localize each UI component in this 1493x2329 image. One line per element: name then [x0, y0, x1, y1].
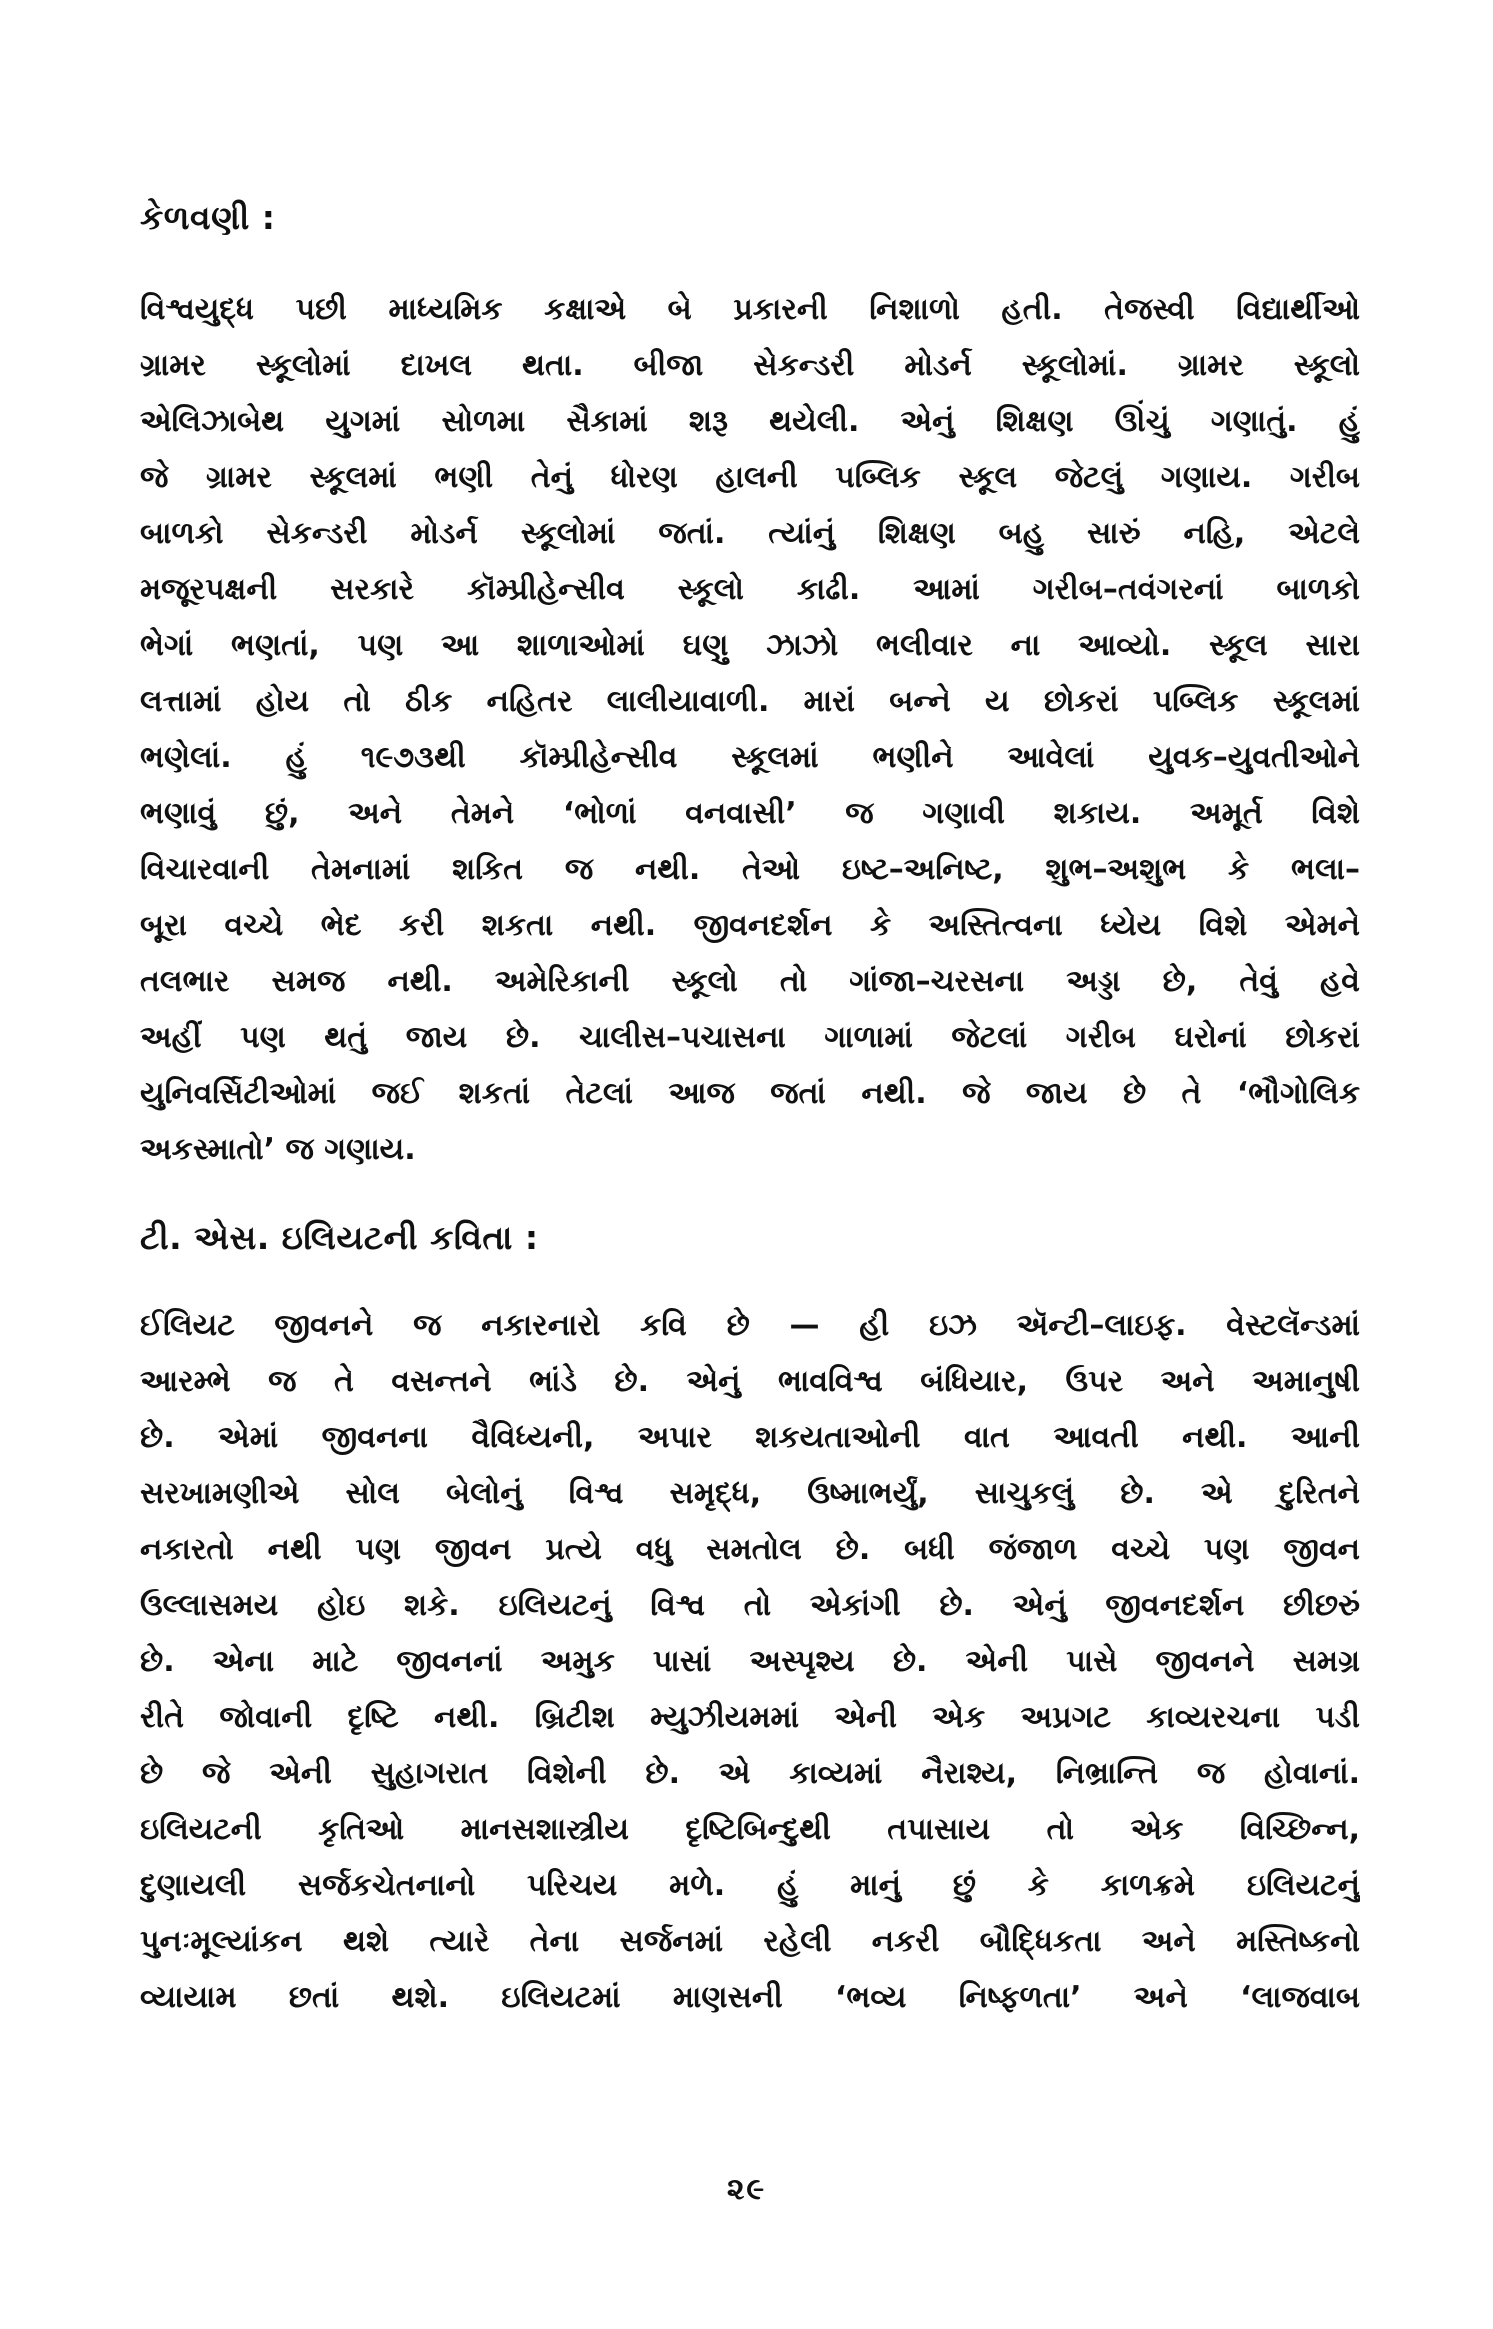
- text-line: ભણેલાં. હું ૧૯૭૩થી કૉમ્પ્રીહેન્સીવ સ્કૂલમાં ભણીને આવેલાં યુવક–યુવતીઓને: [140, 740, 1360, 775]
- paragraph-eliot-poetry: [140, 1298, 1360, 2026]
- text-line: ઇલિયટની કૃતિઓ માનસશાસ્ત્રીય દૃષ્ટિબિન્દુથી તપાસાય તો એક વિચ્છિન્ન,: [140, 1812, 1360, 1847]
- text-line: અકસ્માતો’ જ ગણાય.: [140, 1132, 416, 1167]
- paragraph-education: [140, 282, 1360, 1178]
- text-line: વિચારવાની તેમનામાં શકિત જ નથી. તેઓ ઇષ્ટ–અનિષ્ટ, શુભ–અશુભ કે ભલા–: [140, 852, 1360, 887]
- text-line: છે જે એની સુહાગરાત વિશેની છે. એ કાવ્યમાં નૈરાશ્ય, નિભ્રાન્તિ જ હોવાનાં.: [140, 1756, 1360, 1791]
- text-line: બાળકો સેકન્ડરી મોડર્ન સ્કૂલોમાં જતાં. ત્યાંનું શિક્ષણ બહુ સારું નહિ, એટલે: [140, 516, 1360, 551]
- section-heading-eliot-poetry: ટી. એસ. ઇલિયટની કવિતા :: [140, 1218, 539, 1257]
- text-line: દુણાયલી સર્જકચેતનાનો પરિચય મળે. હું માનું છું કે કાળક્રમે ઇલિયટનું: [140, 1868, 1360, 1903]
- text-line: ભણાવું છું, અને તેમને ‘ભોળાં વનવાસી’ જ ગણાવી શકાય. અમૂર્ત વિશે: [140, 796, 1360, 831]
- text-line: અહીં પણ થતું જાય છે. ચાલીસ–પચાસના ગાળામાં જેટલાં ગરીબ ઘરોનાં છોકરાં: [140, 1020, 1360, 1055]
- text-line: આરમ્ભે જ તે વસન્તને ભાંડે છે. એનું ભાવવિશ્વ બંધિયાર, ઉપર અને અમાનુષી: [140, 1364, 1360, 1399]
- text-line: ભેગાં ભણતાં, પણ આ શાળાઓમાં ઘણુ ઝાઝો ભલીવાર ના આવ્યો. સ્કૂલ સારા: [140, 628, 1360, 663]
- text-line: યુનિવર્સિટીઓમાં જઈ શકતાં તેટલાં આજ જતાં નથી. જે જાય છે તે ‘ભૌગોલિક: [140, 1076, 1360, 1111]
- text-line: લત્તામાં હોય તો ઠીક નહિતર લાલીયાવાળી. મારાં બન્ને ય છોકરાં પબ્લિક સ્કૂલમાં: [140, 684, 1360, 719]
- text-line: છે. એના માટે જીવનનાં અમુક પાસાં અસ્પૃશ્ય છે. એની પાસે જીવનને સમગ્ર: [140, 1644, 1360, 1679]
- text-line: એલિઝાબેથ યુગમાં સોળમા સૈકામાં શરૂ થયેલી. એનું શિક્ષણ ઊંચું ગણાતું. હું: [140, 404, 1360, 439]
- text-line: નકારતો નથી પણ જીવન પ્રત્યે વધુ સમતોલ છે. બધી જંજાળ વચ્ચે પણ જીવન: [140, 1532, 1360, 1567]
- text-line: જે ગ્રામર સ્કૂલમાં ભણી તેનું ધોરણ હાલની પબ્લિક સ્કૂલ જેટલું ગણાય. ગરીબ: [140, 460, 1360, 495]
- text-line: સરખામણીએ સોલ બેલોનું વિશ્વ સમૃદ્ધ, ઉષ્માભર્યું, સાચુકલું છે. એ દુરિતને: [140, 1476, 1360, 1511]
- text-line: ઉલ્લાસમય હોઇ શકે. ઇલિયટનું વિશ્વ તો એકાંગી છે. એનું જીવનદર્શન છીછરું: [140, 1588, 1360, 1623]
- text-line: પુનઃમૂલ્યાંકન થશે ત્યારે તેના સર્જનમાં રહેલી નકરી બૌદ્ધિકતા અને મસ્તિષ્કનો: [140, 1924, 1360, 1959]
- text-line: મજૂરપક્ષની સરકારે કૉમ્પ્રીહેન્સીવ સ્કૂલો કાઢી. આમાં ગરીબ–તવંગરનાં બાળકો: [140, 572, 1360, 607]
- text-line: ઈલિયટ જીવનને જ નકારનારો કવિ છે — હી ઇઝ ઍન્ટી–લાઇફ. વેસ્ટલૅન્ડમાં: [140, 1308, 1360, 1343]
- section-heading-education: કેળવણી :: [140, 198, 276, 237]
- page-number: ૨૯: [726, 2172, 767, 2207]
- text-line: ગ્રામર સ્કૂલોમાં દાખલ થતા. બીજા સેકન્ડરી મોડર્ન સ્કૂલોમાં. ગ્રામર સ્કૂલો: [140, 348, 1360, 383]
- text-line: તલભાર સમજ નથી. અમેરિકાની સ્કૂલો તો ગાંજા–ચરસના અડ્ડા છે, તેવું હવે: [140, 964, 1360, 999]
- text-line: વ્યાયામ છતાં થશે. ઇલિયટમાં માણસની ‘ભવ્ય નિષ્ફળતા’ અને ‘લાજવાબ: [140, 1980, 1360, 2015]
- text-line: બૂરા વચ્ચે ભેદ કરી શકતા નથી. જીવનદર્શન કે અસ્તિત્વના ધ્યેય વિશે એમને: [140, 908, 1360, 943]
- text-line: વિશ્વયુદ્ધ પછી માધ્યમિક કક્ષાએ બે પ્રકારની નિશાળો હતી. તેજસ્વી વિદ્યાર્થીઓ: [140, 292, 1360, 327]
- text-line: છે. એમાં જીવનના વૈવિધ્યની, અપાર શકયતાઓની વાત આવતી નથી. આની: [140, 1420, 1360, 1455]
- text-line: રીતે જોવાની દૃષ્ટિ નથી. બ્રિટીશ મ્યુઝીયમમાં એની એક અપ્રગટ કાવ્યરચના પડી: [140, 1700, 1360, 1735]
